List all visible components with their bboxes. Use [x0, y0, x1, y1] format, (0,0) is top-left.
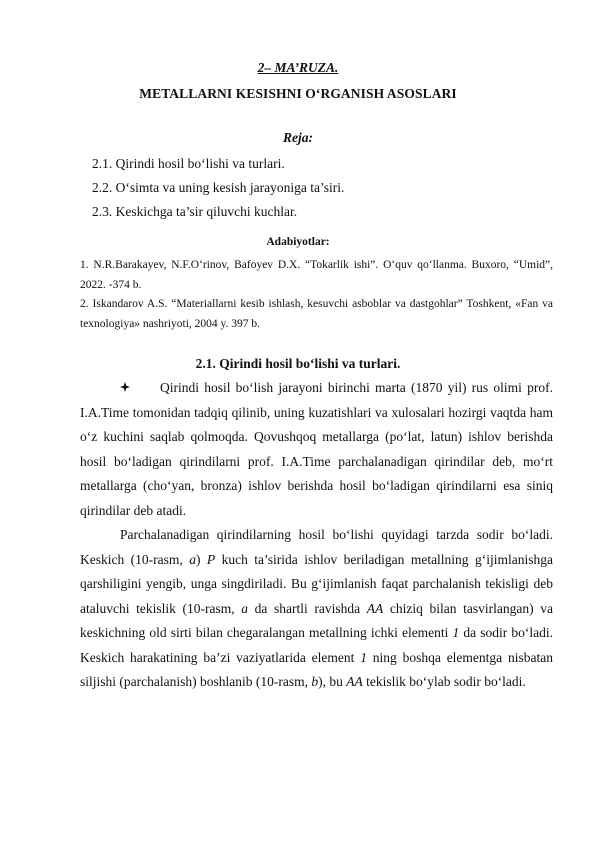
lecture-number: 2– MA’RUZA. [257, 60, 339, 75]
text-run: Parchalanadigan qirindilarning hosil bo‘lishi quyidagi tarzda sodir bo‘ladi. Keskich (10-rasm, [80, 527, 553, 567]
bullet [80, 376, 160, 401]
italic-run: a [241, 600, 248, 616]
italic-run: 1 [360, 649, 367, 665]
paragraph-1 [80, 376, 553, 523]
text-run: ), bu [318, 674, 347, 689]
italic-run: P [206, 551, 216, 567]
plan-item: 2.1. Qirindi hosil bo‘lishi va turlari. [92, 156, 285, 171]
text-run: chiziq bilan tasvirlangan) va keskichning old sirti bilan chegaralangan metallning ichki elementi [80, 600, 553, 640]
plan-list [92, 152, 532, 224]
italic-run: b [311, 674, 319, 689]
italic-run: AA [346, 674, 363, 689]
italic-run: 1 [452, 625, 460, 640]
paragraph-1-text: Qirindi hosil bo‘lish jarayoni birinchi marta (1870 yil) rus olimi prof. I.A.Time tomonidan tadqiq qilinib, uning kuzatishlari va xulosalari hozirgi vaqtda ham o‘z kuchini saqlab qolmoqda. Qovushqoq metallarga (po‘lat, latun) ishlov berishda hosil bo‘ladigan qirindilarni prof. I.A.Time parchalanadigan qirindilar deb, mo‘rt metallarga (cho‘yan, bronza) ishlov berishda hosil bo‘ladigan qirindilarni esa siniq qirindilar deb atadi. [80, 380, 553, 518]
section-title: 2.1. Qirindi hosil bo‘lishi va turlari. [195, 356, 401, 371]
references-list [80, 256, 553, 334]
section-body [80, 376, 553, 695]
reference-item: 1. N.R.Barakayev, N.F.O‘rinov, Bafoyev D.X. “Tokarlik ishi”. O‘quv qo‘llanma. Buxoro, “Umid”, 2022. -374 b. [80, 259, 553, 291]
plan-item: 2.3. Keskichga ta’sir qiluvchi kuchlar. [92, 204, 298, 219]
references-heading: Adabiyotlar: [266, 236, 330, 248]
plan-heading: Reja: [283, 130, 313, 145]
lecture-title: METALLARNI KESISHNI O‘RGANISH ASOSLARI [139, 86, 457, 101]
text-run: da shartli ravishda [248, 600, 367, 616]
plan-item: 2.2. O‘simta va uning kesish jarayoniga ta’siri. [92, 180, 345, 195]
text-run: ning boshqa elementga nisbatan siljishi (parchalanish) boshlanib (10-rasm, [80, 649, 553, 689]
diamond-bullet-icon [120, 382, 130, 392]
reference-item: 2. Iskandarov A.S. “Materiallarni kesib ishlash, kesuvchi asboblar va dastgohlar” Toshkent, «Fan va texnologiya» nashriyoti, 2004 y. 397 b. [80, 298, 553, 330]
italic-run: AA [366, 600, 384, 616]
italic-run: a [189, 551, 196, 567]
text-run: kuch ta’sirida ishlov beriladigan metallning g‘ijimlanishga qarshiligini yengib, unga singdiriladi. Bu g‘ijimlanish faqat parchalanish tekisligi deb ataluvchi tekislik (10-rasm, [80, 551, 553, 616]
paragraph-2 [80, 523, 553, 695]
text-run: ) [195, 551, 207, 567]
text-run: da sodir bo‘ladi. Keskich harakatining ba’zi vaziyatlarida element [80, 625, 553, 665]
text-run: tekislik bo‘ylab sodir bo‘ladi. [362, 674, 526, 689]
